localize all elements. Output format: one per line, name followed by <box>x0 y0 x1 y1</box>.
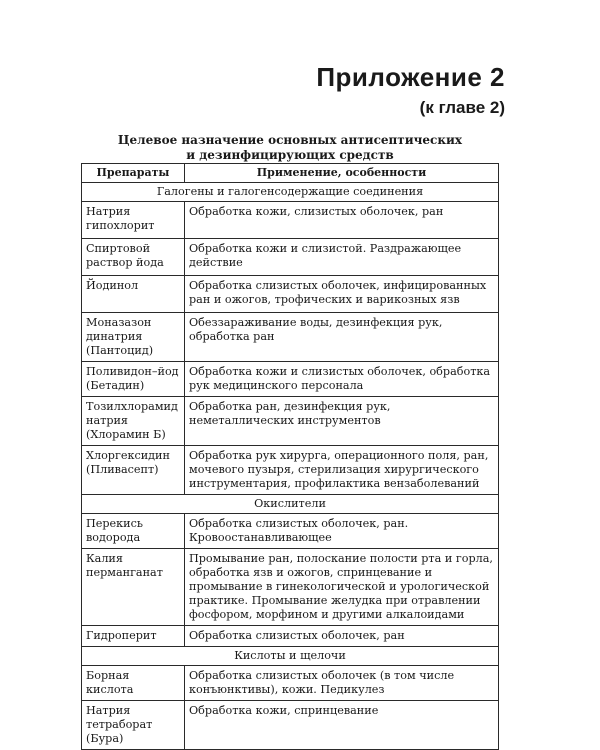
chapter-reference: (к главе 2) <box>419 98 505 117</box>
usage-cell: Обработка рук хирурга, операционного поля, ран, мочевого пузыря, стерилизация хирургического инструментария, профилактика вензаболеваний <box>185 446 499 495</box>
drug-cell: Спиртовой раствор йода <box>82 239 185 276</box>
table-row <box>82 666 499 701</box>
drug-cell: Поливидон–йод (Бетадин) <box>82 362 185 397</box>
appendix-title: Приложение 2 <box>316 62 505 92</box>
column-header-usage: Применение, особенности <box>185 164 499 183</box>
usage-cell: Обработка слизистых оболочек (в том числе конъюнктивы), кожи. Педикулез <box>185 666 499 701</box>
table-row <box>82 446 499 495</box>
table-row <box>82 362 499 397</box>
table-header-row <box>82 164 499 183</box>
drug-cell: Гидроперит <box>82 626 185 647</box>
table-title-line-1: Целевое назначение основных антисептических <box>117 133 463 147</box>
drug-cell: Борная кислота <box>82 666 185 701</box>
usage-cell: Промывание ран, полоскание полости рта и горла, обработка язв и ожогов, спринцевание и промывание в гинекологической и урологической практике. Промывание желудка при отравлении фосфором, морфином и другими алкалоидами <box>185 549 499 626</box>
section-row <box>82 495 499 514</box>
table-row <box>82 514 499 549</box>
usage-cell: Обработка ран, дезинфекция рук, неметаллических инструментов <box>185 397 499 446</box>
usage-cell: Обработка кожи и слизистых оболочек, обработка рук медицинского персонала <box>185 362 499 397</box>
table-row <box>82 701 499 750</box>
table-row <box>82 549 499 626</box>
drug-cell: Хлоргексидин (Пливасепт) <box>82 446 185 495</box>
table-row <box>82 313 499 362</box>
drug-cell: Натрия гипохлорит <box>82 202 185 239</box>
usage-cell: Обеззараживание воды, дезинфекция рук, обработка ран <box>185 313 499 362</box>
usage-cell: Обработка слизистых оболочек, инфицированных ран и ожогов, трофических и варикозных язв <box>185 276 499 313</box>
usage-cell: Обработка слизистых оболочек, ран <box>185 626 499 647</box>
drug-cell: Натрия тетраборат (Бура) <box>82 701 185 750</box>
table-title <box>80 133 500 163</box>
drug-cell: Тозилхлорамид натрия (Хлорамин Б) <box>82 397 185 446</box>
table-row <box>82 397 499 446</box>
column-header-drugs: Препараты <box>82 164 185 183</box>
usage-cell: Обработка слизистых оболочек, ран. Кровоостанавливающее <box>185 514 499 549</box>
table-row <box>82 202 499 239</box>
section-acids-alkalis: Кислоты и щелочи <box>82 647 499 666</box>
antiseptics-table <box>81 163 499 750</box>
usage-cell: Обработка кожи и слизистой. Раздражающее действие <box>185 239 499 276</box>
table-row <box>82 276 499 313</box>
drug-cell: Калия перманганат <box>82 549 185 626</box>
drug-cell: Моназазон динатрия (Пантоцид) <box>82 313 185 362</box>
drug-cell: Йодинол <box>82 276 185 313</box>
usage-cell: Обработка кожи, слизистых оболочек, ран <box>185 202 499 239</box>
table-row <box>82 626 499 647</box>
section-row <box>82 183 499 202</box>
section-row <box>82 647 499 666</box>
table-row <box>82 239 499 276</box>
table-title-line-2: и дезинфицирующих средств <box>186 148 394 162</box>
section-oxidizers: Окислители <box>82 495 499 514</box>
usage-cell: Обработка кожи, спринцевание <box>185 701 499 750</box>
section-halogens: Галогены и галогенсодержащие соединения <box>82 183 499 202</box>
drug-cell: Перекись водорода <box>82 514 185 549</box>
